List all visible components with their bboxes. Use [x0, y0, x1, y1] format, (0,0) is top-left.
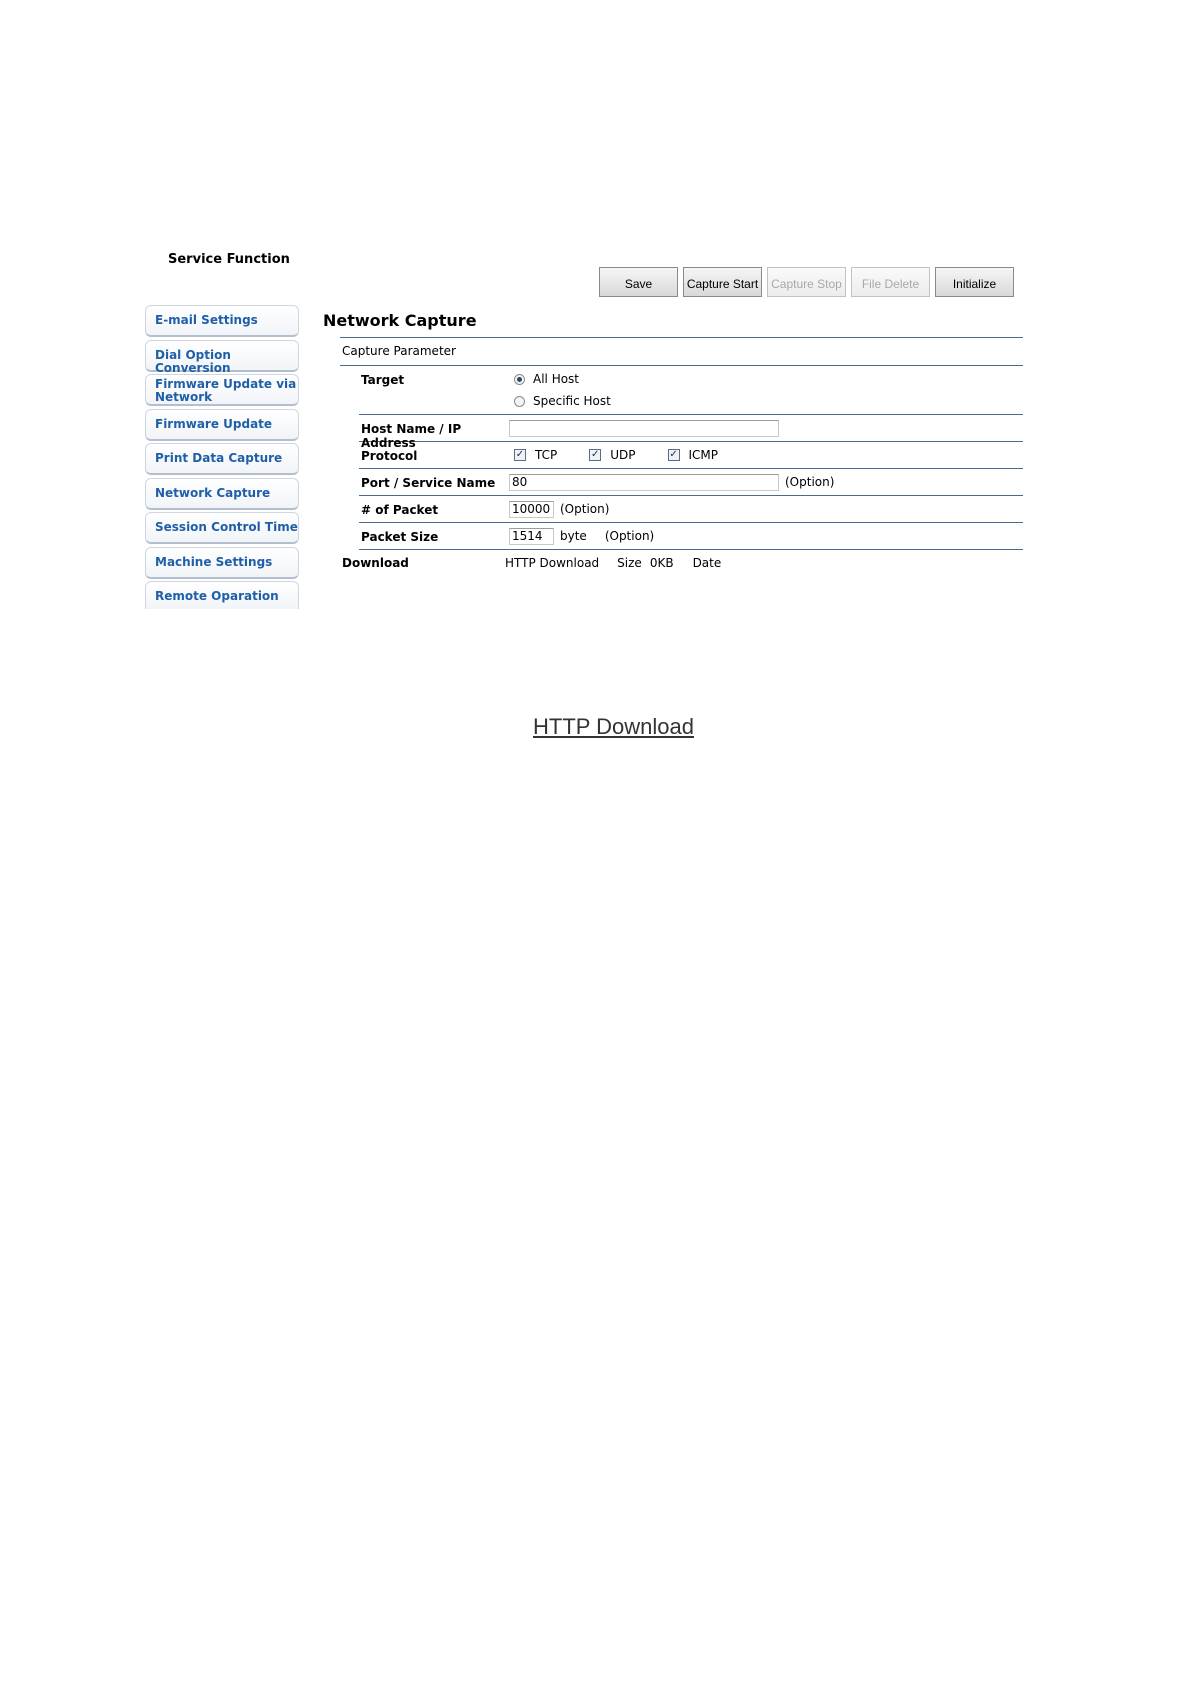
save-button[interactable]: Save [599, 267, 678, 297]
radio-all-host[interactable] [514, 372, 579, 386]
checkbox-label: UDP [610, 448, 636, 462]
radio-icon[interactable] [514, 374, 525, 385]
checkbox-udp[interactable] [589, 448, 635, 462]
sidebar-item-firmware-update[interactable]: Firmware Update [145, 409, 299, 441]
sidebar-item-firmware-update-via-network[interactable] [145, 374, 299, 406]
sidebar-item-dial-option-conversion[interactable]: Dial Option Conversion [145, 340, 299, 372]
download-row [340, 550, 1023, 576]
radio-icon[interactable] [514, 396, 525, 407]
packets-label: # of Packet [361, 503, 439, 517]
radio-label: Specific Host [533, 394, 611, 408]
packets-input[interactable]: 10000 [509, 501, 554, 518]
host-input[interactable] [509, 420, 779, 437]
packet-size-row [359, 523, 1023, 550]
download-label: Download [342, 556, 409, 570]
radio-label: All Host [533, 372, 580, 386]
port-label: Port / Service Name [361, 476, 496, 490]
radio-specific-host[interactable] [514, 394, 611, 408]
sidebar-item-label: Firmware Update via [155, 377, 297, 391]
packet-size-label: Packet Size [361, 530, 439, 544]
checkmark-icon[interactable]: ✓ [591, 449, 600, 460]
file-delete-button: File Delete [851, 267, 930, 297]
sidebar-item-email-settings[interactable]: E-mail Settings [145, 305, 299, 337]
checkbox-icmp[interactable] [668, 448, 719, 462]
port-option-hint: (Option) [785, 475, 835, 489]
http-download-callout-link[interactable]: HTTP Download [533, 714, 694, 739]
port-row [359, 469, 1023, 496]
packets-option-hint: (Option) [560, 502, 610, 516]
main-panel [323, 311, 1023, 576]
capture-stop-button: Capture Stop [767, 267, 846, 297]
packet-size-option-hint: (Option) [604, 529, 655, 543]
protocol-label: Protocol [361, 449, 418, 463]
sidebar-item-print-data-capture[interactable]: Print Data Capture [145, 443, 299, 475]
checkbox-label: ICMP [688, 448, 719, 462]
checkmark-icon[interactable]: ✓ [515, 449, 525, 460]
sidebar [145, 305, 299, 612]
host-row [359, 415, 1023, 450]
date-label: Date [692, 556, 722, 570]
target-row [359, 366, 1023, 415]
toolbar [599, 267, 1014, 297]
sidebar-item-remote-operation[interactable]: Remote Oparation [145, 581, 299, 609]
packets-row [359, 496, 1023, 523]
section-title: Network Capture [323, 311, 477, 330]
page-title: Service Function [168, 252, 290, 267]
checkmark-icon[interactable]: ✓ [669, 449, 678, 460]
http-download-link[interactable]: HTTP Download [505, 556, 600, 570]
packet-size-input[interactable]: 1514 [509, 528, 554, 545]
initialize-button[interactable]: Initialize [935, 267, 1014, 297]
sidebar-item-machine-settings[interactable]: Machine Settings [145, 547, 299, 579]
target-label: Target [361, 373, 405, 387]
sidebar-item-label-line2: Network [155, 390, 213, 404]
checkbox-label: TCP [535, 448, 558, 462]
capture-start-button[interactable]: Capture Start [683, 267, 762, 297]
port-input[interactable]: 80 [509, 474, 779, 491]
checkbox-tcp[interactable] [514, 448, 557, 462]
host-label: Host Name / IP Address [361, 422, 462, 450]
capture-parameter-heading: Capture Parameter [340, 337, 1023, 366]
sidebar-item-network-capture[interactable]: Network Capture [145, 478, 299, 510]
packet-size-unit: byte [560, 529, 587, 543]
size-label: Size [617, 556, 642, 570]
size-value: 0KB [649, 556, 674, 570]
sidebar-item-session-control-time[interactable]: Session Control Time [145, 512, 299, 544]
protocol-row [359, 442, 1023, 469]
